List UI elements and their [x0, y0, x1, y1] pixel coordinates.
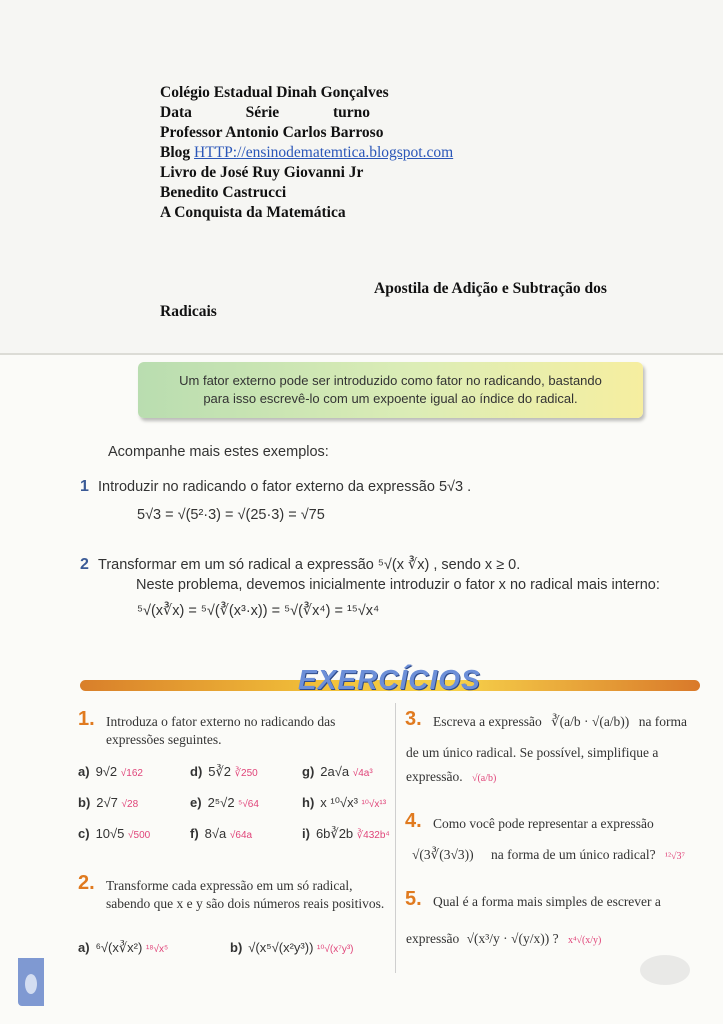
item-label: d): [190, 764, 203, 779]
item-expression: 5∛2: [208, 764, 232, 779]
exercise-3-text-d: expressão.: [406, 769, 463, 784]
professor-name: Professor Antonio Carlos Barroso: [160, 124, 384, 141]
page-corner-icon: [18, 958, 44, 1006]
item-label: e): [190, 795, 202, 810]
item-answer: √4a³: [352, 768, 373, 779]
exercise-3-expression: ∛(a/b · √(a/b)): [551, 714, 630, 729]
item-label: i): [302, 826, 310, 841]
item-expression: 2√7: [96, 795, 118, 810]
item-expression: 9√2: [95, 764, 118, 779]
apostila-title-cont: Radicais: [160, 303, 217, 320]
exercise-4-expression: √(3∛(3√3)): [412, 847, 474, 862]
item-expression: 2⁵√2: [207, 795, 235, 810]
exercise-1-item: [302, 764, 373, 779]
item-answer: √162: [120, 768, 143, 779]
exercise-2-item: [78, 940, 168, 956]
item-expression: √(x⁵√(x²y³)): [248, 940, 314, 955]
exercise-3-answer: √(a/b): [471, 773, 497, 784]
exercise-3-text-c: de um único radical. Se possível, simplifique a: [406, 745, 659, 760]
exercise-4-number: 4.: [405, 810, 422, 832]
apostila-title: Apostila de Adição e Subtração dos: [374, 280, 607, 297]
example-2-text: Transformar em um só radical a expressão ⁵√(x ∛x) , sendo x ≥ 0.: [98, 557, 521, 573]
exercise-3-line1: [433, 713, 687, 731]
item-answer: ⁵√64: [238, 799, 259, 810]
blog-label: Blog: [160, 144, 191, 161]
column-separator: [395, 703, 396, 973]
example-2-solution: ⁵√(x∛x) = ⁵√(∛(x³·x)) = ⁵√(∛x⁴) = ¹⁵√x⁴: [137, 603, 380, 619]
item-expression: x ¹⁰√x³: [320, 795, 358, 810]
exercise-5-line2: [406, 930, 601, 950]
item-answer: √64a: [229, 830, 253, 841]
exercise-3-text-b: na forma: [638, 714, 688, 729]
callout-line-2: para isso escrevê-lo com um expoente igual ao índice do radical.: [203, 391, 578, 406]
item-answer: ¹⁰√x¹³: [361, 799, 387, 810]
exercise-1-item: [78, 826, 150, 841]
item-expression: ⁶√(x∛x²): [95, 940, 143, 955]
item-answer: ¹⁸√x⁵: [145, 944, 169, 955]
rule-callout-box: [138, 362, 643, 418]
exercise-3-text-a: Escreva a expressão: [433, 714, 542, 729]
exercise-1-item: [78, 795, 138, 810]
exercise-5-text-c: ?: [552, 931, 559, 946]
item-label: c): [78, 826, 90, 841]
book-title: A Conquista da Matemática: [160, 204, 346, 221]
exercise-1-item: [190, 764, 258, 780]
exercises-title: EXERCÍCIOS: [298, 664, 481, 695]
callout-line-1: Um fator externo pode ser introduzido como fator no radicando, bastando: [179, 373, 602, 388]
item-expression: 2a√a: [320, 764, 350, 779]
item-answer: √500: [128, 830, 151, 841]
exercise-2-item: [230, 940, 353, 955]
item-label: b): [78, 795, 91, 810]
item-label: g): [302, 764, 315, 779]
exercise-4-answer: ¹²√3⁷: [664, 851, 685, 862]
exercise-4-line2: [412, 846, 685, 866]
paper-stain: [640, 955, 690, 985]
exercise-1-number: 1.: [78, 708, 95, 730]
exercise-2-text: Transforme cada expressão em um só radical, sabendo que x e y são dois números reais positivos.: [106, 878, 385, 911]
item-label: h): [302, 795, 315, 810]
book-author: Livro de José Ruy Giovanni Jr: [160, 164, 364, 181]
exercise-3-line3: [406, 768, 496, 788]
exercise-1-item: [302, 795, 386, 811]
item-answer: √28: [121, 799, 139, 810]
exercise-5-expression: √(x³/y · √(y/x)): [466, 931, 550, 946]
item-answer: ∛250: [234, 768, 258, 779]
date-label: Data: [160, 104, 192, 121]
exercise-5-text-a: Qual é a forma mais simples de escrever a: [433, 894, 661, 909]
example-1-number: 1: [80, 478, 89, 495]
foot-icon: [18, 958, 44, 1006]
item-label: a): [78, 940, 90, 955]
exercise-5-text-b: expressão: [406, 931, 460, 946]
blog-link[interactable]: HTTP://ensinodematemtica.blogspot.com: [194, 144, 454, 161]
exercise-1-item: [190, 795, 259, 810]
exercise-1-item: [190, 826, 252, 841]
item-expression: 6b∛2b: [315, 826, 354, 841]
item-answer: ∛432b⁴: [356, 830, 390, 841]
item-label: f): [190, 826, 199, 841]
item-label: a): [78, 764, 90, 779]
example-1-solution: 5√3 = √(5²·3) = √(25·3) = √75: [137, 507, 325, 523]
exercise-5-answer: x⁴√(x/y): [567, 935, 602, 946]
exercise-5-number: 5.: [405, 888, 422, 910]
exercise-1-item: [78, 764, 143, 779]
exercises-banner: [70, 664, 713, 698]
item-expression: 10√5: [95, 826, 125, 841]
example-2-number: 2: [80, 556, 89, 573]
school-name: Colégio Estadual Dinah Gonçalves: [160, 84, 389, 101]
exercise-3-number: 3.: [405, 708, 422, 730]
date-series-line: [160, 103, 370, 123]
exercise-1-text: Introduza o fator externo no radicando das expressões seguintes.: [106, 714, 336, 747]
example-2-note: Neste problema, devemos inicialmente introduzir o fator x no radical mais interno:: [136, 577, 660, 593]
exercise-2-number: 2.: [78, 872, 95, 894]
exercise-1-item: [302, 826, 390, 842]
example-1-text: Introduzir no radicando o fator externo da expressão 5√3 .: [98, 479, 472, 495]
item-label: b): [230, 940, 243, 955]
examples-intro: Acompanhe mais estes exemplos:: [108, 444, 329, 460]
series-label: Série: [245, 104, 280, 121]
item-answer: ¹⁰√(x⁷y³): [317, 944, 354, 955]
item-expression: 8√a: [204, 826, 227, 841]
book-coauthor: Benedito Castrucci: [160, 184, 287, 201]
blog-line: [160, 143, 453, 163]
exercise-4-text-b: na forma de um único radical?: [491, 847, 656, 862]
exercise-4-text-a: Como você pode representar a expressão: [433, 816, 654, 831]
turno-label: turno: [332, 104, 370, 121]
